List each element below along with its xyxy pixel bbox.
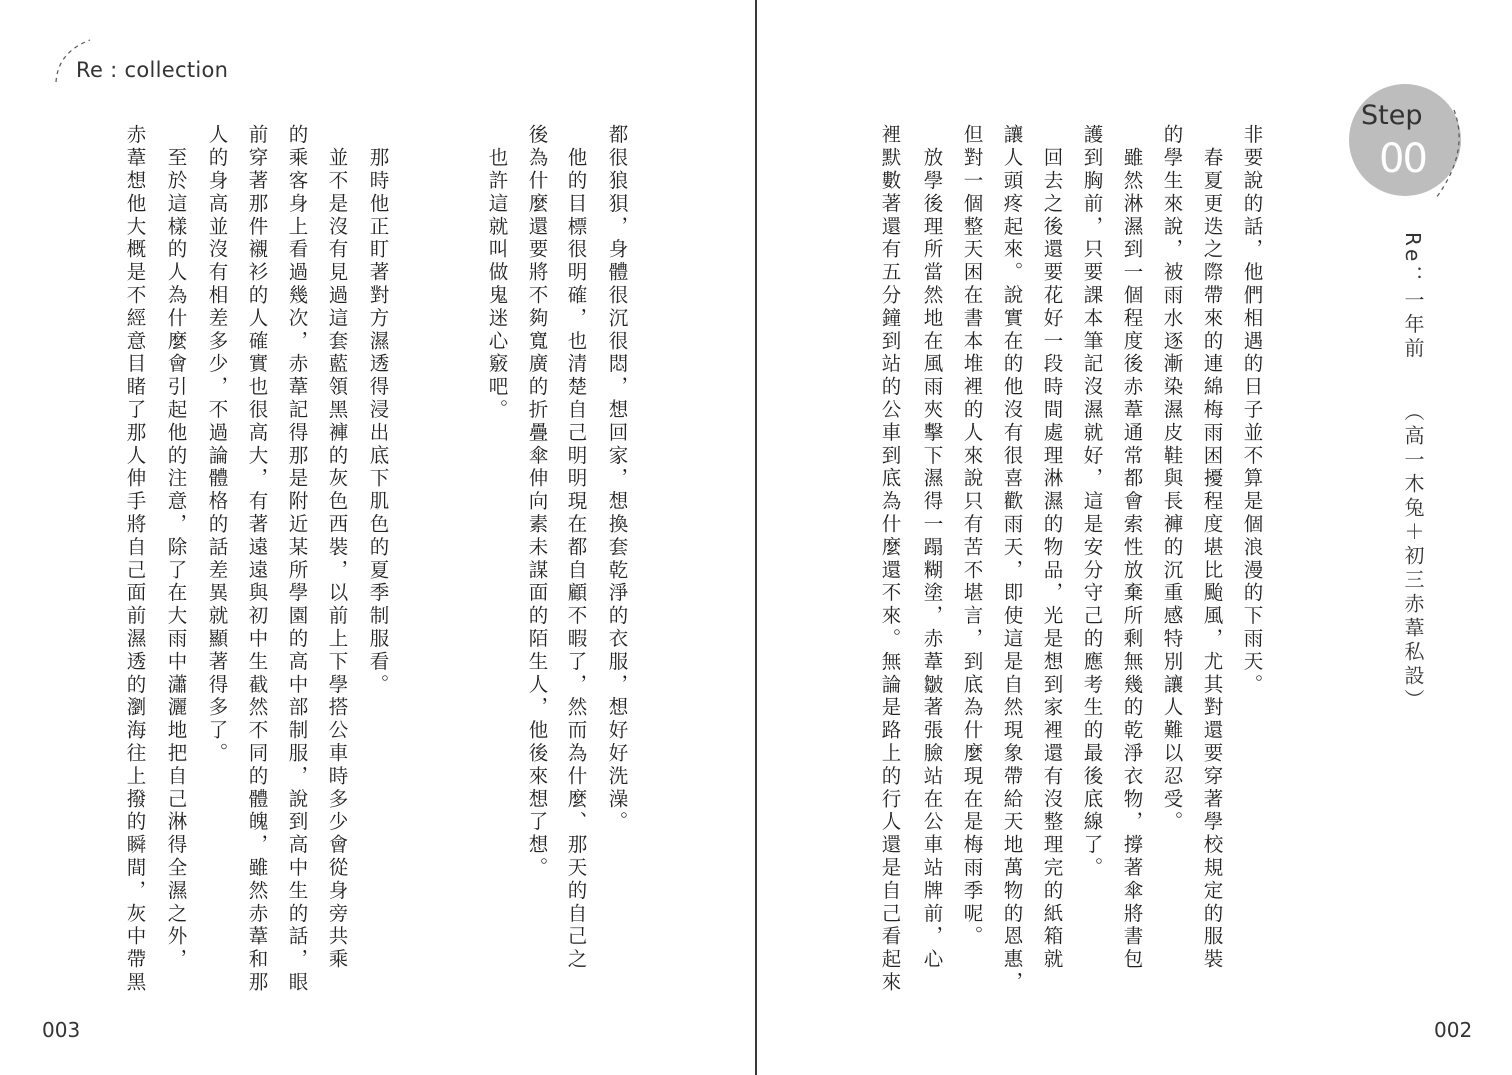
book-header-title: Re : collection [76,58,229,82]
chapter-re: Re [1401,232,1425,266]
page-number: 003 [42,1018,81,1042]
text-column: 赤葦想他大概是不經意目睹了那人伸手將自己面前濕透的瀏海往上撥的瞬間，灰中帶黑 [123,124,147,995]
text-column: 人的身高並沒有相差多少，不過論體格的話差異就顯著得多了。 [205,124,229,766]
text-column: 的乘客身上看過幾次，赤葦記得那是附近某所學園的高中部制服，說到高中生的話，眼 [285,124,309,995]
text-column: 都很狼狽，身體很沉很悶，想回家，想換套乾淨的衣服，想好好洗澡。 [605,124,629,834]
text-column: 也許這就叫做鬼迷心竅吧。 [485,124,509,422]
text-column: 裡默數著還有五分鐘到站的公車到底為什麼還不來。無論是路上的行人還是自己看起來 [878,124,902,995]
text-column: 後為什麼還要將不夠寬廣的折疊傘伸向素未謀面的陌生人，他後來想了想。 [525,124,549,880]
chapter-subtitle: （高一木兔＋初三赤葦私設） [1401,401,1425,714]
text-column: 他的目標很明確，也清楚自己明明現在都自顧不暇了，然而為什麼、那天的自己之 [564,124,588,972]
text-column: 非要說的話，他們相遇的日子並不算是個浪漫的下雨天。 [1240,124,1264,697]
dashed-arc-decoration [1422,108,1472,208]
page-number: 002 [1434,1018,1473,1042]
right-page [756,0,1512,1075]
text-column: 但對一個整天困在書本堆裡的人來說只有苦不堪言，到底為什麼現在是梅雨季呢。 [960,124,984,949]
chapter-colon: ： [1401,265,1425,290]
text-column: 春夏更迭之際帶來的連綿梅雨困擾程度堪比颱風，尤其對還要穿著學校規定的服裝 [1200,124,1224,972]
step-label: Step [1361,100,1423,131]
chapter-heading: 一年前 [1401,289,1425,362]
text-column: 的學生來說，被雨水逐漸染濕皮鞋與長褲的沉重感特別讓人難以忍受。 [1160,124,1184,834]
chapter-title [1403,232,1423,713]
text-column: 前穿著那件襯衫的人確實也很高大，有著遠遠與初中生截然不同的體魄，雖然赤葦和那 [245,124,269,995]
text-column: 並不是沒有見過這套藍領黑褲的灰色西裝，以前上下學搭公車時多少會從身旁共乘 [325,124,349,972]
text-column: 讓人頭疼起來。說實在的他沒有很喜歡雨天，即使這是自然現象帶給天地萬物的恩惠， [1000,124,1024,995]
text-column: 雖然淋濕到一個程度後赤葦通常都會索性放棄所剩無幾的乾淨衣物，撐著傘將書包 [1120,124,1144,972]
text-column: 那時他正盯著對方濕透得浸出底下肌色的夏季制服看。 [366,124,390,697]
text-column: 回去之後還要花好一段時間處理淋濕的物品，光是想到家裡還有沒整理完的紙箱就 [1040,124,1064,972]
step-number: 00 [1379,136,1426,182]
text-column: 放學後理所當然地在風雨夾擊下濕得一蹋糊塗，赤葦皺著張臉站在公車站牌前，心 [920,124,944,972]
text-column: 護到胸前，只要課本筆記沒濕就好，這是安分守己的應考生的最後底線了。 [1080,124,1104,880]
text-column: 至於這樣的人為什麼會引起他的注意，除了在大雨中瀟灑地把自己淋得全濕之外， [164,124,188,972]
